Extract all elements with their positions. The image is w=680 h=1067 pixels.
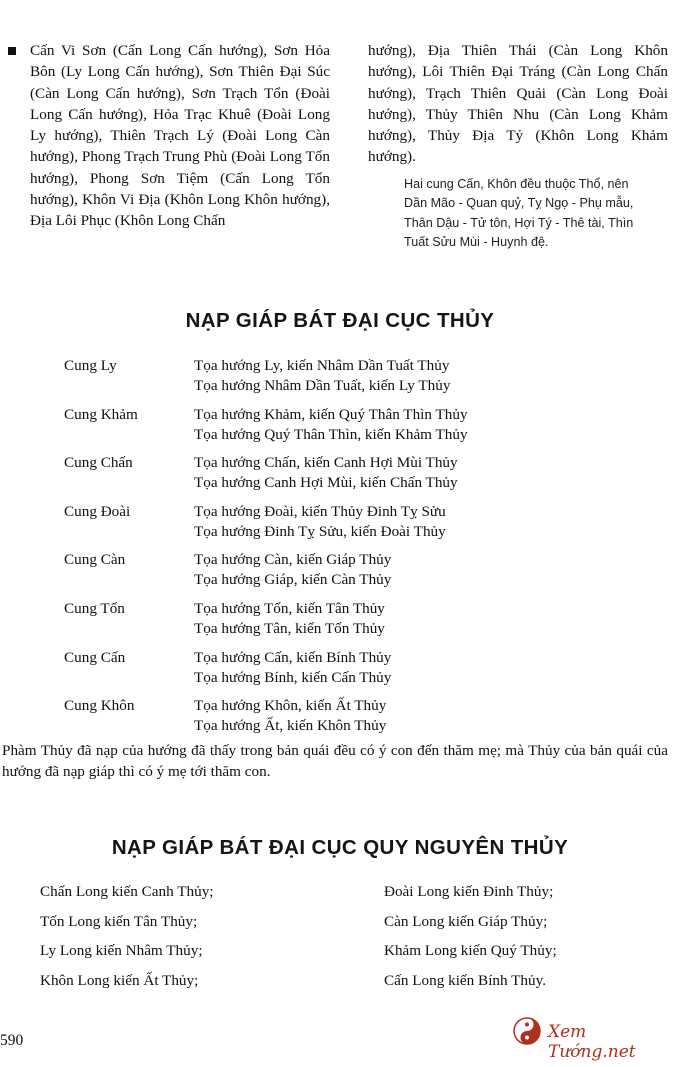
- list-item: Khảm Long kiến Quý Thủy;: [384, 942, 557, 960]
- top-right-column: [368, 40, 668, 253]
- cung-line: Tọa hướng Giáp, kiến Càn Thủy: [194, 571, 392, 589]
- list-item: Cấn Long kiến Bính Thủy.: [384, 972, 546, 990]
- cung-line: Tọa hướng Ly, kiến Nhâm Dần Tuất Thủy: [194, 357, 450, 374]
- list-item: Chấn Long kiến Canh Thủy;: [40, 883, 214, 900]
- cung-line: Tọa hướng Quý Thân Thìn, kiến Khảm Thủy: [194, 425, 468, 443]
- side-note-line: Dần Mão - Quan quỷ, Tỵ Ngọ - Phụ mẫu,: [404, 196, 634, 211]
- top-left-column: [8, 40, 330, 232]
- cung-row: [64, 405, 644, 454]
- cung-row: [64, 453, 644, 502]
- side-note: [404, 175, 668, 253]
- yin-yang-icon: [512, 1016, 542, 1046]
- cung-row: [64, 599, 644, 648]
- cung-name: Cung Khảm: [64, 405, 138, 423]
- watermark-text: Xem Tướng.net: [548, 1022, 636, 1062]
- section-title-quy-nguyen: NẠP GIÁP BÁT ĐẠI CỤC QUY NGUYÊN THỦY: [111, 836, 569, 859]
- square-bullet-icon: [8, 47, 16, 55]
- cung-line: Tọa hướng Khôn, kiến Ất Thủy: [194, 697, 387, 715]
- section-title-nap-giap: NẠP GIÁP BÁT ĐẠI CỤC THỦY: [185, 309, 495, 332]
- cung-row: [64, 696, 644, 745]
- side-note-line: Hai cung Cấn, Khôn đều thuộc Thổ, nên: [404, 176, 629, 191]
- cung-name: Cung Càn: [64, 551, 126, 569]
- cung-line: Tọa hướng Bính, kiến Cấn Thủy: [194, 668, 392, 686]
- list-item: Ly Long kiến Nhâm Thủy;: [40, 942, 203, 960]
- cung-lines: [194, 405, 468, 454]
- list-item: Đoài Long kiến Đinh Thủy;: [384, 883, 554, 900]
- long-thuy-list-left: [40, 882, 214, 1001]
- cung-lines: [194, 550, 391, 599]
- cung-line: Tọa hướng Càn, kiến Giáp Thủy: [194, 551, 392, 569]
- cung-row: [64, 502, 644, 551]
- cung-name: Cung Tốn: [64, 599, 125, 617]
- cung-name: Cung Chấn: [64, 454, 133, 472]
- side-note-line: Tuất Sửu Mùi - Huynh đệ.: [404, 235, 549, 250]
- cung-line: Tọa hướng Tân, kiến Tốn Thủy: [194, 619, 385, 637]
- cung-lines: [194, 453, 458, 502]
- cung-row: [64, 356, 644, 405]
- cung-name: Cung Khôn: [64, 697, 135, 715]
- list-item: Khôn Long kiến Ất Thủy;: [40, 972, 199, 990]
- cung-name: Cung Đoài: [64, 502, 131, 520]
- watermark-logo: [512, 1014, 672, 1062]
- cung-row: [64, 550, 644, 599]
- page-number: 590: [0, 1032, 24, 1049]
- hexagram-list-left: Cấn Vi Sơn (Cấn Long Cấn hướng), Sơn Hỏa Bôn (Ly Long Cấn hướng), Sơn Thiên Đại Súc (Càn Long Cấn hướng), Sơn Trạch Tổn (Đoài Long Cấn hướng), Hỏa Trạc Khuê (Đoài Long Ly hướng), Thiên Trạch Lý (Đoài Long Càn hướng), Phong Trạch Trung Phù (Đoài Long Tốn hướng), Phong Sơn Tiệm (Cấn Long Tốn hướng), Khôn Vi Địa (Khôn Long Khôn hướng), Địa Lôi Phục (Khôn Long Chấn: [30, 42, 330, 230]
- cung-line: Tọa hướng Đinh Tỵ Sửu, kiến Đoài Thủy: [194, 522, 446, 540]
- cung-lines: [194, 599, 385, 648]
- cung-name: Cung Ly: [64, 357, 117, 374]
- cung-lines: [194, 648, 391, 697]
- cung-lines: [194, 502, 446, 551]
- cung-line: Tọa hướng Khảm, kiến Quý Thân Thìn Thủy: [194, 405, 468, 423]
- cung-lines: [194, 356, 450, 405]
- cung-line: Tọa hướng Canh Hợi Mùi, kiến Chấn Thủy: [194, 474, 458, 492]
- cung-row: [64, 648, 644, 697]
- cung-lines: [194, 696, 386, 745]
- cung-line: Tọa hướng Cấn, kiến Bính Thủy: [194, 648, 392, 666]
- side-note-line: Thân Dậu - Tử tôn, Hợi Tý - Thê tài, Thìn: [404, 215, 634, 230]
- cung-line: Tọa hướng Đoài, kiến Thủy Đinh Tỵ Sửu: [194, 502, 446, 520]
- cung-line: Tọa hướng Chấn, kiến Canh Hợi Mùi Thủy: [194, 454, 458, 472]
- explanation-paragraph: Phàm Thủy đã nạp của hướng đã thấy trong bản quái đều có ý con đến thăm mẹ; mà Thủy của bản quái của hướng đã nạp giáp thì có ý mẹ tới thăm con.: [2, 742, 668, 780]
- long-thuy-list-right: [384, 882, 557, 1001]
- cung-table: [64, 356, 644, 745]
- cung-line: Tọa hướng Nhâm Dần Tuất, kiến Ly Thủy: [194, 377, 451, 394]
- list-item: Tốn Long kiến Tân Thủy;: [40, 912, 198, 930]
- list-item: Càn Long kiến Giáp Thủy;: [384, 912, 548, 930]
- cung-line: Tọa hướng Tốn, kiến Tân Thủy: [194, 599, 385, 617]
- cung-name: Cung Cấn: [64, 648, 126, 666]
- hexagram-list-right: hướng), Địa Thiên Thái (Càn Long Khôn hướng), Lôi Thiên Đại Tráng (Càn Long Chấn hướng), Trạch Thiên Quải (Càn Long Đoài hướng), Thủy Thiên Nhu (Càn Long Khảm hướng), Thủy Địa Tỷ (Khôn Long Khảm hướng).: [368, 42, 668, 166]
- cung-line: Tọa hướng Ất, kiến Khôn Thủy: [194, 717, 387, 735]
